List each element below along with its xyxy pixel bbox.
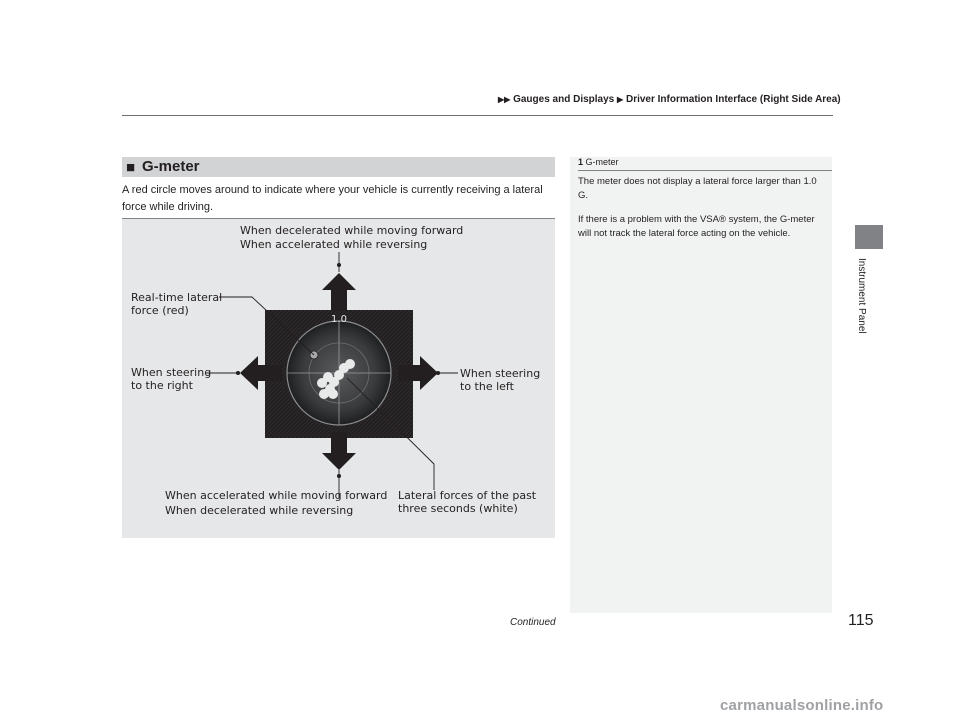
- section-marker-icon: ■: [126, 159, 136, 176]
- label-realtime-line2: force (red): [131, 304, 189, 317]
- label-past-line1: Lateral forces of the past: [398, 489, 537, 502]
- note-para-2: If there is a problem with the VSA® system, the G-meter will not track the lateral force acting on the vehicle.: [578, 214, 815, 239]
- label-left-line1: When steering: [131, 366, 212, 379]
- breadcrumb-item-gauges[interactable]: Gauges and Displays: [513, 94, 615, 105]
- label-bottom-line2: When decelerated while reversing: [165, 504, 354, 517]
- g-meter-figure: [122, 218, 555, 538]
- breadcrumb-arrow-icon: ▶▶: [498, 95, 511, 104]
- section-heading: [122, 157, 555, 177]
- section-title: G-meter: [142, 158, 200, 175]
- note-rule: [578, 170, 832, 171]
- breadcrumb: [498, 94, 841, 105]
- breadcrumb-arrow-icon: ▶: [617, 95, 624, 104]
- label-top-line2: When accelerated while reversing: [240, 238, 428, 251]
- section-body: A red circle moves around to indicate where your vehicle is currently receiving a lateral force while driving.: [122, 184, 543, 213]
- label-realtime-line1: Real-time lateral: [131, 291, 223, 304]
- continued-label: Continued: [510, 617, 556, 628]
- label-bottom-line1: When accelerated while moving forward: [165, 489, 388, 502]
- note-para-1: The meter does not display a lateral force larger than 1.0 G.: [578, 176, 817, 201]
- label-left-line2: to the right: [131, 379, 193, 392]
- chapter-tab[interactable]: [855, 225, 883, 249]
- label-right-line1: When steering: [460, 367, 541, 380]
- label-past-line2: three seconds (white): [398, 502, 518, 515]
- watermark: carmanualsonline.info: [720, 697, 884, 714]
- page-number: 115: [848, 612, 874, 629]
- label-top-line1: When decelerated while moving forward: [240, 224, 464, 237]
- header-rule: [122, 115, 833, 116]
- arrow-up: [322, 273, 356, 311]
- note-marker-icon: 1: [578, 157, 584, 167]
- note-heading: [578, 157, 619, 167]
- gauge-scale-label: 1.0: [331, 314, 347, 325]
- breadcrumb-item-dii[interactable]: Driver Information Interface (Right Side Area): [625, 94, 841, 105]
- chapter-label-text: Instrument Panel: [856, 258, 867, 334]
- note-body: [578, 175, 826, 251]
- note-title: G-meter: [585, 157, 619, 167]
- chapter-label: [853, 258, 867, 348]
- label-right-line2: to the left: [460, 380, 514, 393]
